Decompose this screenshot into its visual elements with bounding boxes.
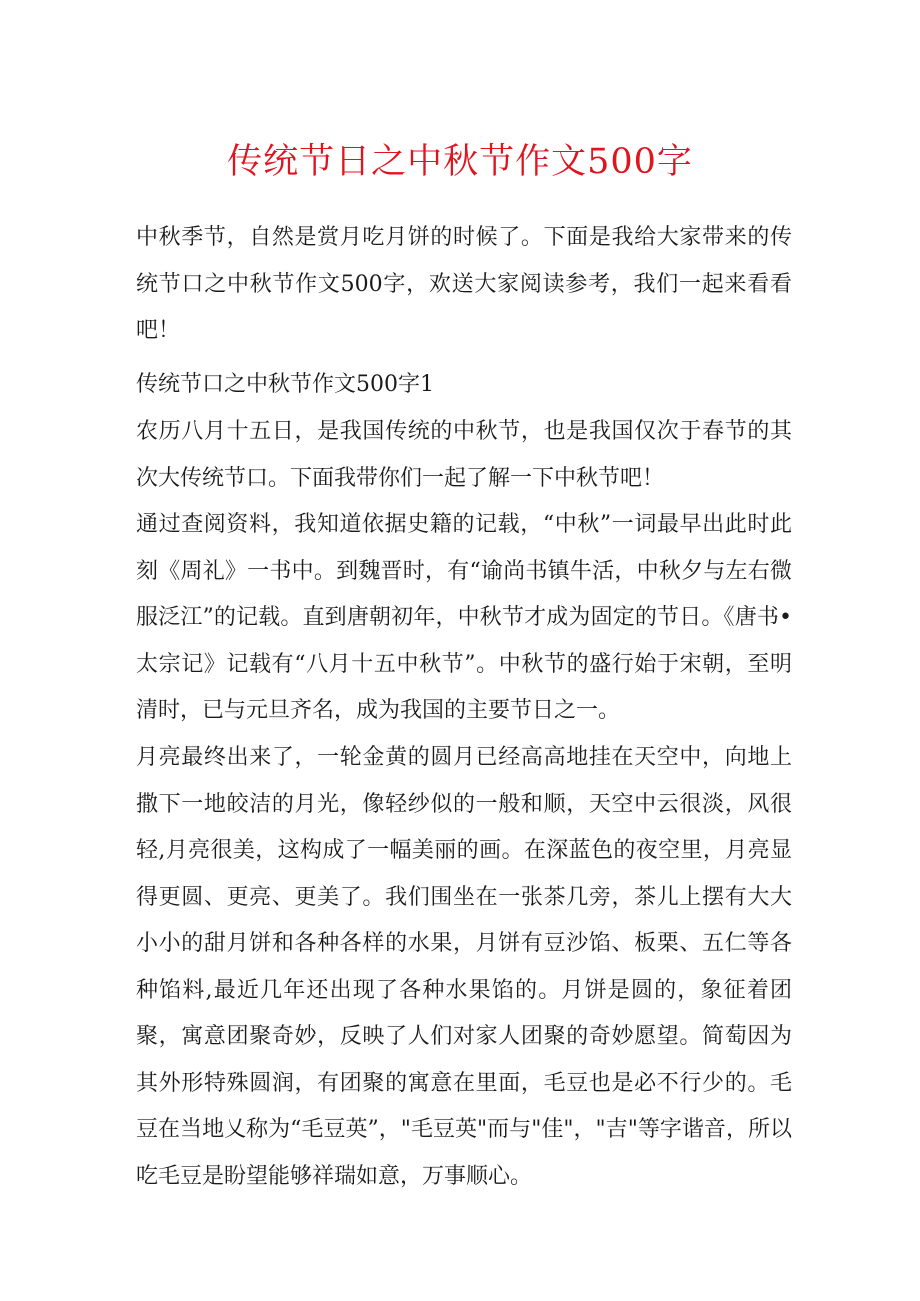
intro-paragraph: 中秋季节，自然是赏月吃月饼的时候了。下面是我给大家带来的传统节口之中秋节作文500字，欢送大家阅读参考，我们一起来看看吧！ (136, 225, 792, 343)
paragraph-1: 农历八月十五日，是我国传统的中秋节，也是我国仅次于春节的其次大传统节口。下面我带你们一起了解一下中秋节吧！ (136, 419, 792, 491)
section-heading: 传统节口之中秋节作文500字1 (136, 372, 434, 397)
paragraph-2: 通过查阅资料，我知道依据史籍的记载，“中秋”一词最早出此时此刻《周礼》一书中。到魏晋时，有“谕尚书镇牛活，中秋夕与左右微服泛江”的记载。直到唐朝初年，中秋节才成为固定的节日。《唐书•太宗记》记载有“八月十五中秋节”。中秋节的盛行始于宋朝，至明清时，已与元旦齐名，成为我国的主要节日之一。 (136, 512, 792, 723)
document-title: 传统节日之中秋节作文500字 (227, 142, 693, 182)
paragraph-3: 月亮最终出来了，一轮金黄的圆月已经高高地挂在天空中，向地上撒下一地皎洁的月光，像轻纱似的一般和顺，天空中云很淡，风很轻,月亮很美，这构成了一幅美丽的画。在深蓝色的夜空里，月亮显得更圆、更亮、更美了。我们围坐在一张茶几旁，茶儿上摆有大大小小的甜月饼和各种各样的水果，月饼有豆沙馅、板栗、五仁等各种馅料,最近几年还出现了各种水果馅的。月饼是圆的，象征着团聚，寓意团聚奇妙，反映了人们对家人团聚的奇妙愿望。简萄因为其外形特殊圆润，有团聚的寓意在里面，毛豆也是必不行少的。毛豆在当地乂称为“毛豆英”，"毛豆英"而与"佳"，"吉"等字谐音，所以吃毛豆是盼望能够祥瑞如意，万事顺心。 (136, 745, 792, 1189)
